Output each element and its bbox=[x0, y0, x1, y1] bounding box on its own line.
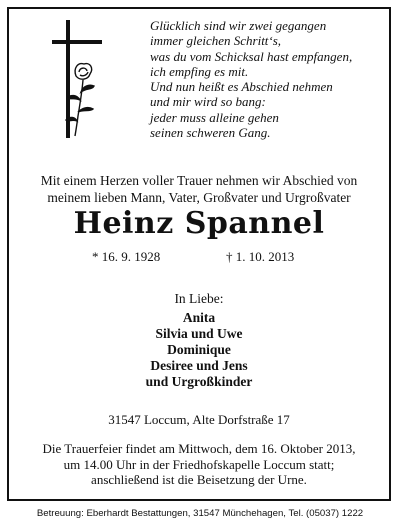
funeral-line: anschließend ist die Beisetzung der Urne. bbox=[91, 472, 307, 487]
intro-text bbox=[10, 172, 388, 206]
intro-line: Mit einem Herzen voller Trauer nehmen wir Abschied von bbox=[40, 173, 358, 188]
mourner-name: Silvia und Uwe bbox=[155, 326, 243, 341]
poem-line: jeder muss alleine gehen bbox=[150, 109, 279, 125]
poem-line: und mir wird so bang: bbox=[150, 94, 266, 110]
address: 31547 Loccum, Alte Dorfstraße 17 bbox=[108, 412, 290, 427]
cross-icon bbox=[42, 20, 112, 140]
poem-line: was du vom Schicksal hast empfangen, bbox=[150, 48, 353, 64]
poem-line: Und nun heißt es Abschied nehmen bbox=[150, 79, 333, 95]
birth-date: * 16. 9. 1928 bbox=[92, 249, 161, 264]
funeral-line: Die Trauerfeier findet am Mittwoch, dem 16. Oktober 2013, bbox=[42, 441, 356, 456]
mourners-label: In Liebe: bbox=[174, 291, 224, 306]
mourner-name: Desiree und Jens bbox=[150, 358, 248, 373]
funeral-line: um 14.00 Uhr in der Friedhofskapelle Loccum statt; bbox=[63, 456, 335, 472]
poem-line: immer gleichen Schritt‘s, bbox=[150, 33, 282, 49]
rose-icon bbox=[66, 64, 94, 136]
mourner-name: und Urgroßkinder bbox=[145, 374, 253, 389]
mourners-list bbox=[0, 310, 398, 390]
mourner-name: Anita bbox=[182, 310, 216, 325]
death-date: † 1. 10. 2013 bbox=[226, 249, 295, 264]
mourner-name: Dominique bbox=[167, 342, 231, 357]
deceased-name: Heinz Spannel bbox=[73, 206, 325, 241]
undertaker-footer: Betreuung: Eberhardt Bestattungen, 31547 Münchehagen, Tel. (05037) 1222 bbox=[36, 508, 364, 519]
poem-line: Glücklich sind wir zwei gegangen bbox=[150, 18, 327, 33]
funeral-notice bbox=[0, 441, 398, 488]
cross-with-rose bbox=[42, 20, 112, 140]
poem bbox=[150, 18, 388, 140]
poem-line: seinen schweren Gang. bbox=[150, 125, 271, 141]
poem-line: ich empfing es mit. bbox=[150, 63, 249, 79]
intro-line: meinem lieben Mann, Vater, Großvater und Urgroßvater bbox=[47, 190, 351, 205]
